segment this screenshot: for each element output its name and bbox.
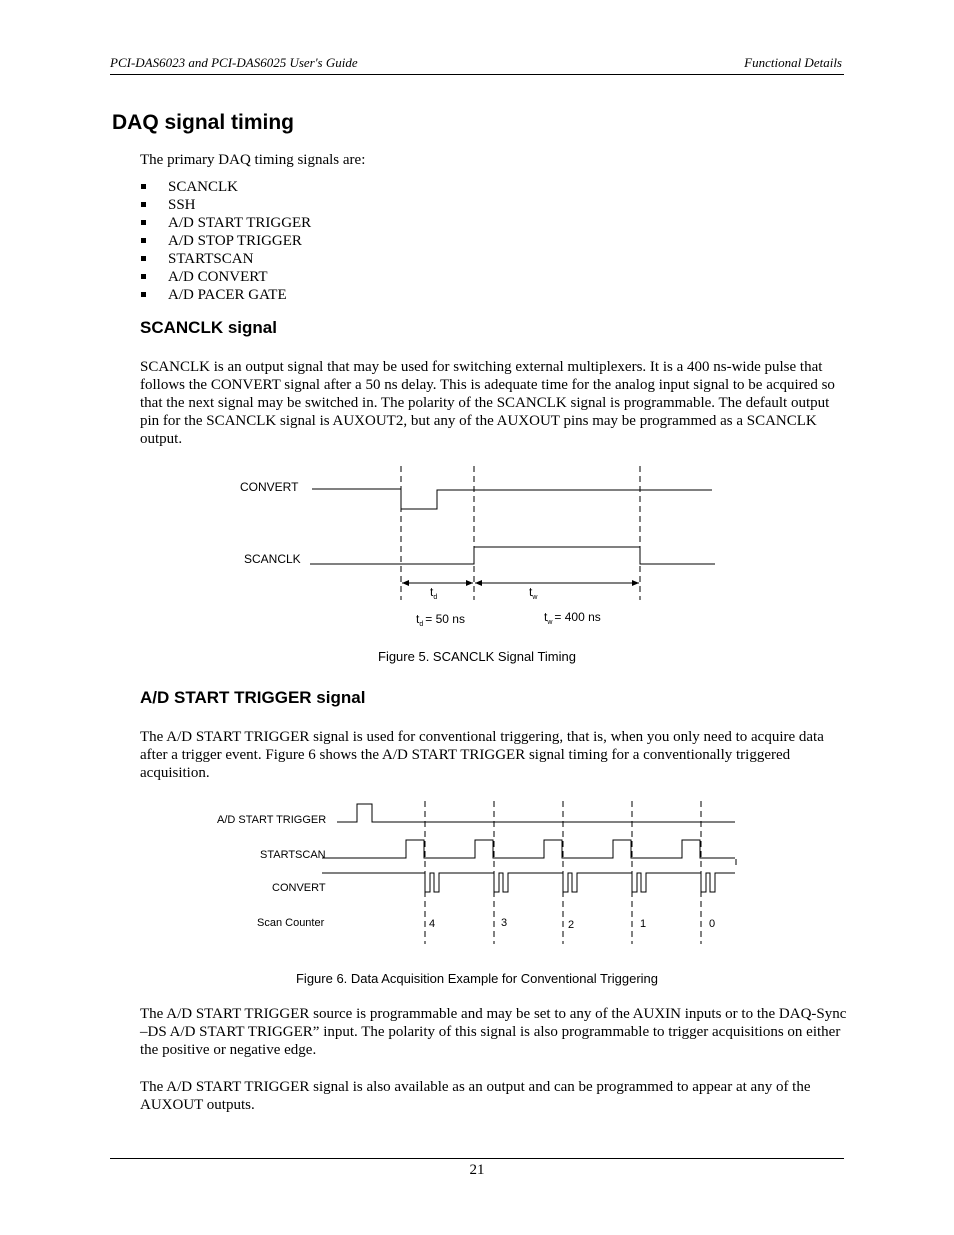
list-item: SSH (140, 196, 311, 214)
running-header-title: PCI-DAS6023 and PCI-DAS6025 User's Guide (110, 55, 358, 70)
list-item: SCANCLK (140, 178, 311, 196)
scanclk-timing-diagram (230, 462, 730, 632)
footer-rule (110, 1158, 844, 1159)
td-label: $t_d$ (430, 585, 438, 601)
list-item: STARTSCAN (140, 250, 311, 268)
scan-count-value: 0 (709, 918, 716, 930)
scanclk-waveform (310, 547, 715, 564)
convert-signal-label: CONVERT (240, 480, 299, 494)
td-value: $t_d = 50$ ns (416, 612, 465, 628)
start-trigger-waveform (337, 804, 735, 822)
start-trigger-paragraph-1: The A/D START TRIGGER signal is used for conventional triggering, that is, when you only need to acquire data after a trigger event. Figure 6 shows the A/D START TRIGGER signal timing for a conventionally triggered acquisition. (140, 729, 824, 781)
scan-count-value: 1 (640, 918, 647, 930)
signal-list (140, 178, 311, 304)
bullet-icon (141, 220, 146, 225)
list-item: A/D CONVERT (140, 268, 311, 286)
scan-count-value: 3 (501, 917, 508, 929)
start-trigger-paragraph-2: The A/D START TRIGGER source is programmable and may be set to any of the AUXIN inputs or to the DAQ-Sync –DS A/D START TRIGGER” input. The polarity of this signal is also programmable to trigger acquisitions on either the positive or negative edge. (140, 1006, 847, 1058)
list-item: A/D PACER GATE (140, 286, 311, 304)
startscan-waveform (322, 840, 735, 858)
scanclk-signal-label: SCANCLK (244, 552, 301, 566)
page-title: DAQ signal timing (112, 111, 295, 134)
list-item: A/D STOP TRIGGER (140, 232, 311, 250)
bullet-icon (141, 256, 146, 261)
conventional-trigger-timing-diagram (210, 796, 750, 952)
arrow-head-icon (632, 580, 639, 586)
convert-signal-label: CONVERT (272, 882, 326, 894)
bullet-icon (141, 292, 146, 297)
header-rule (110, 74, 844, 75)
scanclk-section-title: SCANCLK signal (140, 318, 277, 337)
tw-label: $t_w$ (529, 585, 538, 601)
figure-5-caption: Figure 5. SCANCLK Signal Timing (378, 649, 576, 664)
page-number: 21 (469, 1162, 485, 1178)
figure-6-caption: Figure 6. Data Acquisition Example for Conventional Triggering (295, 971, 659, 986)
running-header-section: Functional Details (744, 55, 842, 70)
startscan-signal-label: STARTSCAN (260, 849, 326, 861)
convert-waveform (322, 873, 735, 892)
intro-text: The primary DAQ timing signals are: (140, 152, 366, 168)
bullet-icon (141, 274, 146, 279)
tw-value: $t_w = 400$ ns (544, 610, 601, 626)
list-item: A/D START TRIGGER (140, 214, 311, 232)
scan-counter-label: Scan Counter (257, 917, 325, 929)
bullet-icon (141, 202, 146, 207)
bullet-icon (141, 238, 146, 243)
scan-count-value: 2 (568, 919, 575, 931)
start-trigger-section-title: A/D START TRIGGER signal (140, 688, 366, 707)
convert-waveform (312, 489, 712, 509)
scanclk-paragraph: SCANCLK is an output signal that may be used for switching external multiplexers. It is a 400 ns-wide pulse that follows the CONVERT signal after a 50 ns delay. This is adequate time for the analog input signal to be acquired so that the next signal may be switched in. The polarity of the SCANCLK signal is programmable. The default output pin for the SCANCLK signal is AUXOUT2, but any of the AUXOUT pins may be programmed as a SCANCLK output. (140, 359, 835, 447)
arrow-head-icon (402, 580, 409, 586)
start-trigger-signal-label: A/D START TRIGGER (217, 814, 327, 826)
arrow-head-icon (475, 580, 482, 586)
arrow-head-icon (466, 580, 473, 586)
scan-count-value: 4 (429, 918, 436, 930)
bullet-icon (141, 184, 146, 189)
start-trigger-paragraph-3: The A/D START TRIGGER signal is also available as an output and can be programmed to appear at any of the AUXOUT outputs. (140, 1079, 811, 1113)
